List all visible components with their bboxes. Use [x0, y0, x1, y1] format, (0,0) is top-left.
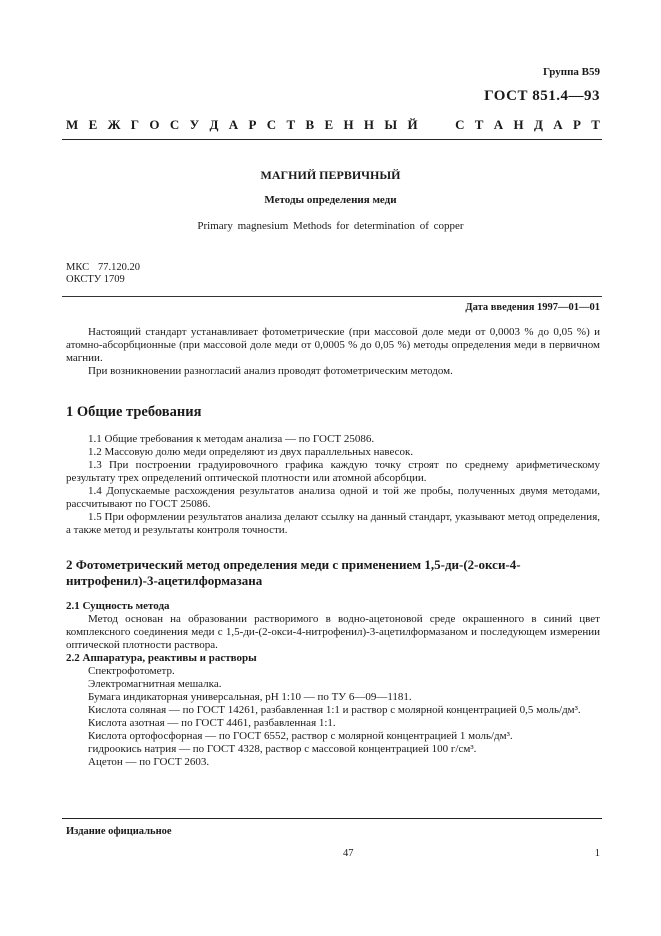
gost-number: ГОСТ 851.4—93	[484, 88, 600, 104]
reagent-item: Спектрофотометр.	[88, 665, 175, 677]
intro-paragraph-1: Настоящий стандарт устанавливает фотометрические (при массовой доле меди от 0,0003 % до 0,05 %) и атомно-абсорбционные (при массовой доле меди от 0,0005 % до 0,05 %) методы определения меди в первичном магнии.	[66, 326, 600, 364]
document-subtitle: Методы определения меди	[264, 194, 397, 206]
classification-codes	[66, 262, 140, 286]
group-code: Группа В59	[542, 66, 600, 78]
section-1-item: 1.3 При построении градуировочного графика каждую точку строят по среднему арифметическому результату трех определений оптической плотности или атомной абсорбции.	[66, 459, 600, 484]
interstate-standard-banner	[66, 117, 600, 133]
english-title: Primary magnesium Methods for determination of copper	[197, 220, 464, 232]
banner-letter: С	[455, 117, 465, 132]
top-divider	[62, 139, 602, 140]
section-2-body	[66, 600, 600, 769]
introduction-date: Дата введения 1997—01—01	[465, 302, 600, 313]
banner-letter: В	[305, 117, 315, 132]
reagent-item: Бумага индикаторная универсальная, рН 1:10 — по ТУ 6—09—1181.	[88, 691, 412, 703]
edition-label: Издание официальное	[66, 826, 172, 837]
banner-letter: Й	[407, 117, 418, 132]
banner-letter: Ы	[384, 117, 398, 132]
reagent-item: гидроокись натрия — по ГОСТ 4328, раствор с массовой концентрацией 100 г/см³.	[88, 743, 477, 755]
banner-letter: А	[553, 117, 563, 132]
banner-letter: Т	[286, 117, 296, 132]
banner-letter: Е	[324, 117, 334, 132]
section-2-heading: 2 Фотометрический метод определения меди с применением 1,5-ди-(2-окси-4-нитрофенил)-3-ацетилформазана	[66, 557, 521, 588]
sheet-number: 1	[594, 848, 600, 859]
banner-letter: Д	[209, 117, 219, 132]
banner-letter: М	[66, 117, 79, 132]
subsection-2-1-text: Метод основан на образовании растворимого в водно-ацетоновой среде окрашенного в синий цвет комплексного соединения меди с 1,5-ди-(2-окси-4-нитрофенил)-3-ацетилформазаном и последующем измерении оптической плотности раствора.	[66, 613, 600, 651]
banner-letter: Г	[130, 117, 140, 132]
banner-letter: О	[149, 117, 160, 132]
banner-letter: А	[228, 117, 239, 132]
banner-letter: Т	[474, 117, 484, 132]
reagent-item: Кислота соляная — по ГОСТ 14261, разбавленная 1:1 и раствор с молярной концентрацией 0,5 моль/дм³.	[88, 704, 581, 716]
reagent-item: Электромагнитная мешалка.	[88, 678, 222, 690]
mks-value: 77.120.20	[98, 262, 140, 273]
subsection-2-2-title: 2.2 Аппаратура, реактивы и растворы	[66, 652, 257, 664]
page-number: 47	[343, 848, 354, 859]
section-1-body	[66, 433, 600, 537]
banner-letter: Р	[572, 117, 581, 132]
reagent-item: Ацетон — по ГОСТ 2603.	[88, 756, 210, 768]
banner-letter: Т	[591, 117, 600, 132]
banner-letter: Р	[248, 117, 257, 132]
reagent-item: Кислота азотная — по ГОСТ 4461, разбавленная 1:1.	[88, 717, 336, 729]
section-1-item: 1.1 Общие требования к методам анализа — по ГОСТ 25086.	[88, 433, 375, 445]
date-divider	[62, 296, 602, 297]
banner-letter: У	[189, 117, 200, 132]
banner-letter: А	[493, 117, 504, 132]
banner-letter: Ж	[107, 117, 121, 132]
section-1-item: 1.2 Массовую долю меди определяют из двух параллельных навесок.	[88, 446, 414, 458]
banner-letter: С	[266, 117, 277, 132]
banner-letter: Е	[88, 117, 98, 132]
banner-letter: С	[169, 117, 180, 132]
subsection-2-1-title: 2.1 Сущность метода	[66, 600, 170, 612]
banner-letter: Д	[533, 117, 543, 132]
banner-letter	[441, 117, 444, 133]
reagent-item: Кислота ортофосфорная — по ГОСТ 6552, раствор с молярной концентрацией 1 моль/дм³.	[88, 730, 513, 742]
document-title: МАГНИЙ ПЕРВИЧНЫЙ	[260, 168, 401, 182]
intro-block	[66, 326, 600, 378]
footer-divider	[62, 818, 602, 819]
mks-key: МКС	[66, 262, 90, 273]
banner-letter: Н	[513, 117, 524, 132]
section-1-heading: 1 Общие требования	[66, 404, 202, 420]
banner-letter	[428, 117, 431, 133]
section-1-item: 1.4 Допускаемые расхождения результатов анализа одной и той же пробы, полученных двумя методами, рассчитывают по ГОСТ 25086.	[66, 485, 600, 510]
banner-letter: Н	[343, 117, 354, 132]
section-1-item: 1.5 При оформлении результатов анализа делают ссылку на данный стандарт, указывают метод определения, а также метод и результаты контроля точности.	[66, 511, 600, 536]
banner-letter: Н	[363, 117, 375, 132]
okstu-code: ОКСТУ 1709	[66, 274, 125, 285]
intro-paragraph-2: При возникновении разногласий анализ проводят фотометрическим методом.	[88, 365, 453, 377]
